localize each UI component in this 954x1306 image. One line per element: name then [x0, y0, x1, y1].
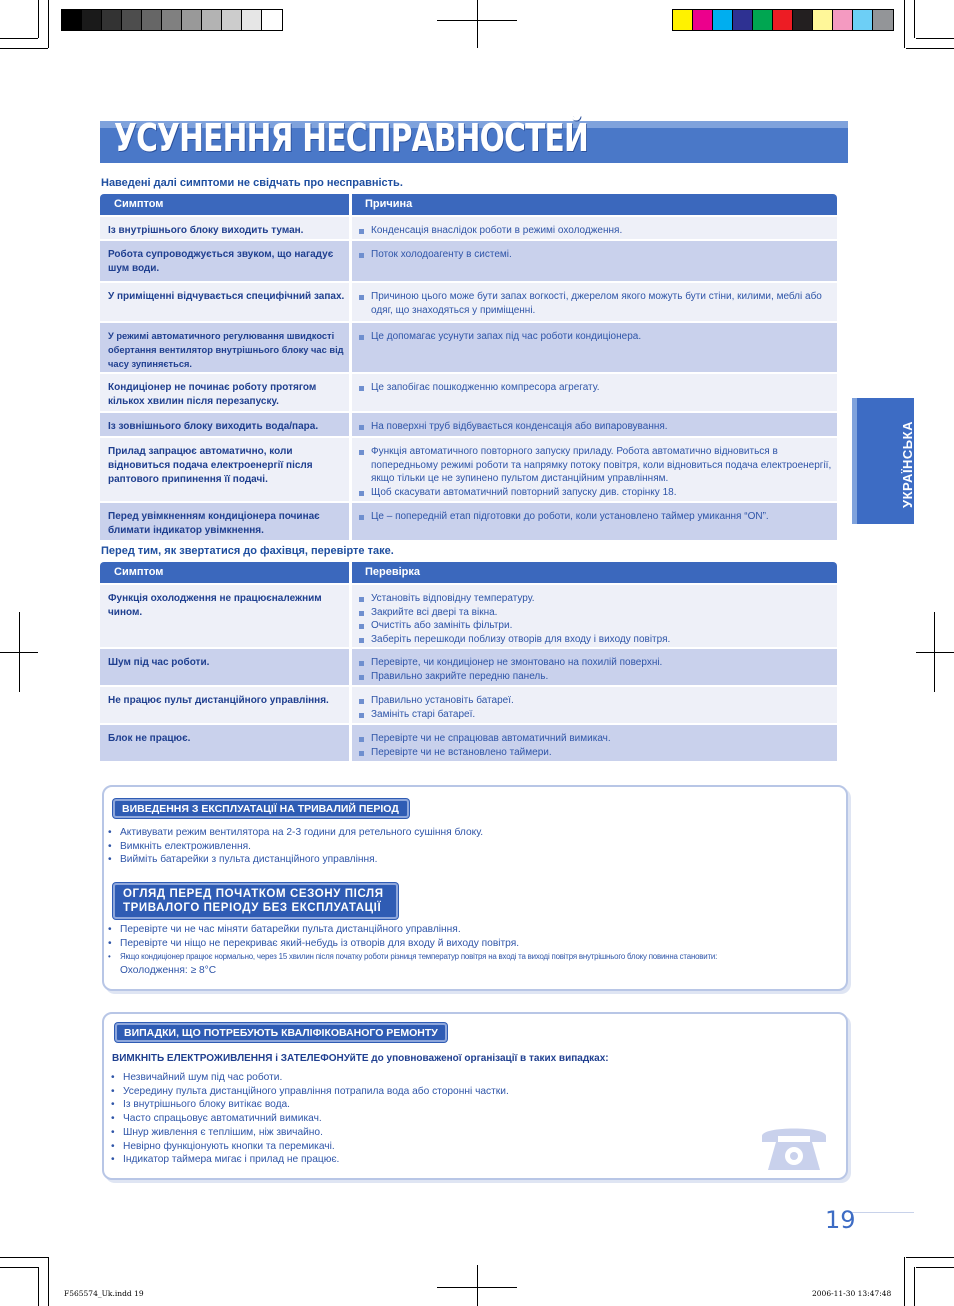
bullet-cell — [358, 732, 833, 759]
list-item: • Шнур живлення є теплішим, ніж звичайно. — [111, 1126, 509, 1140]
bullet-item: Щоб скасувати автоматичний повторний запуску див. сторінку 18. — [358, 486, 833, 500]
table-row — [100, 503, 838, 540]
symptom-cell: Кондиціонер не починає роботу протягом кількох хвилин після перезапуску. — [108, 382, 317, 407]
list-item: • Активувати режим вентилятора на 2-3 години для ретельного сушіння блоку. — [108, 826, 483, 840]
list-item: • Незвичайний шум під час роботи. — [111, 1071, 509, 1085]
color-swatch — [673, 10, 693, 30]
shutdown-steps-list — [108, 826, 483, 867]
col-header-symptom: Симптом — [114, 566, 164, 578]
symptom-cell: Із зовнішнього блоку виходить вода/пара. — [108, 421, 319, 432]
table-row — [100, 374, 838, 411]
bullet-cell — [358, 290, 833, 317]
table-row — [100, 438, 838, 501]
list-item: • Перевірте чи не час міняти батарейки пульта дистанційного управління. — [108, 923, 717, 937]
heading-long-term-shutdown: ВИВЕДЕННЯ З ЕКСПЛУАТАЦІЇ НА ТРИВАЛИЙ ПЕРІОД — [113, 799, 409, 818]
list-item: • Вийміть батарейки з пульта дистанційного управління. — [108, 853, 483, 867]
registration-swatch — [182, 10, 202, 30]
color-swatch — [833, 10, 853, 30]
registration-swatch — [222, 10, 242, 30]
table1-intro: Наведені далі симптоми не свідчать про несправність. — [101, 177, 403, 189]
page-number: 19 — [825, 1206, 856, 1234]
registration-swatch — [162, 10, 182, 30]
table-row — [100, 687, 838, 723]
symptom-cell: У режимі автоматичного регулювання швидкості обертання вентилятор внутрішнього блоку час від часу зупиняється. — [108, 331, 344, 369]
col-header-check: Перевірка — [365, 566, 421, 578]
color-swatch — [873, 10, 893, 30]
list-item: • Невірно функціонують кнопки та перемикачі. — [111, 1140, 509, 1154]
bullet-item: Перевірте чи не спрацював автоматичний вимикач. — [358, 732, 833, 746]
symptom-cell: Із внутрішнього блоку виходить туман. — [108, 225, 304, 236]
bullet-item: Правильно закрийте передню панель. — [358, 670, 833, 684]
bullet-item: Конденсація внаслідок роботи в режимі охолодження. — [358, 224, 833, 238]
bullet-item: На поверхні труб відбувається конденсація або випаровування. — [358, 420, 833, 434]
bullet-item: Установіть відповідну температуру. — [358, 592, 833, 606]
bullet-item: Перевірте чи не встановлено таймери. — [358, 746, 833, 760]
table-row — [100, 323, 838, 372]
symptom-cell: Не працює пульт дистанційного управління. — [108, 695, 329, 706]
list-item: • Усередину пульта дистанційного управління потрапила вода або сторонні частки. — [111, 1085, 509, 1099]
list-item: • Із внутрішнього блоку витікає вода. — [111, 1098, 509, 1112]
symptom-cell: Шум під час роботи. — [108, 657, 210, 668]
symptom-cause-table — [100, 194, 838, 540]
registration-swatch — [62, 10, 82, 30]
heading-preseason-check — [113, 883, 398, 919]
footer-file-info: F565574_Uk.indd 19 — [64, 1289, 144, 1298]
color-swatch — [733, 10, 753, 30]
bullet-cell — [358, 445, 833, 499]
list-item: • Індикатор таймера мигає і прилад не працює. — [111, 1153, 509, 1167]
language-side-tab — [852, 398, 914, 524]
registration-swatch — [202, 10, 222, 30]
footer-timestamp: 2006-11-30 13:47:48 — [812, 1289, 892, 1298]
table-header — [100, 194, 838, 215]
color-swatch — [813, 10, 833, 30]
bullet-item: Функція автоматичного повторного запуску приладу. Робота автоматично відновиться в попередньому режимі роботи та напрямку потоку повітря, коли відновиться подача електроенергії, якщо тільки це не зупинено пультом дистанційним управлінням. — [358, 445, 833, 486]
language-label: УКРАЇНСЬКА — [900, 421, 915, 508]
bullet-item: Замініть старі батареї. — [358, 708, 833, 722]
bullet-item: Це запобігає пошкодженню компресора агрегату. — [358, 381, 833, 395]
bullet-item: Перевірте, чи кондиціонер не змонтовано на похилій поверхні. — [358, 656, 833, 670]
table-row — [100, 725, 838, 761]
registration-swatch — [242, 10, 262, 30]
registration-swatch — [102, 10, 122, 30]
bullet-item: Це допомагає усунути запах під час роботи кондиціонера. — [358, 330, 833, 344]
bullet-cell — [358, 420, 833, 434]
symptom-cell: Робота супроводжується звуком, що нагадує шум води. — [108, 249, 334, 274]
bullet-cell — [358, 248, 833, 262]
color-swatch — [853, 10, 873, 30]
bullet-item: Це – попередній етап підготовки до роботи, коли установлено таймер умикання “ON”. — [358, 510, 833, 524]
temperature-note: • Якщо кондиціонер працює нормально, через 15 хвилин після початку роботи різниця температур повітря на вході та виході повітря внутрішнього блоку повинна становити: — [108, 950, 717, 964]
heading-preseason-line1: ОГЛЯД ПЕРЕД ПОЧАТКОМ СЕЗОНУ ПІСЛЯ — [123, 888, 384, 900]
table-row — [100, 217, 838, 239]
bullet-cell — [358, 381, 833, 395]
list-item: • Перевірте чи ніщо не перекриває який-небудь із отворів для входу й виходу повітря. — [108, 937, 717, 951]
table-row — [100, 585, 838, 647]
bullet-cell — [358, 656, 833, 683]
table-row — [100, 413, 838, 436]
bullet-item: Закрийте всі двері та вікна. — [358, 606, 833, 620]
bullet-cell — [358, 330, 833, 344]
bullet-item: Очистіть або замініть фільтри. — [358, 619, 833, 633]
symptom-cell: У приміщенні відчувається специфічний запах. — [108, 291, 345, 302]
bullet-item: Заберіть перешкоди поблизу отворів для входу і виходу повітря. — [358, 633, 833, 647]
registration-swatch — [142, 10, 162, 30]
registration-swatch — [122, 10, 142, 30]
preseason-check-list — [108, 923, 717, 978]
bullet-cell — [358, 510, 833, 524]
symptom-cell: Функція охолодження не працюєналежним чином. — [108, 593, 322, 618]
registration-swatch — [262, 10, 282, 30]
table-row — [100, 649, 838, 685]
col-header-symptom: Симптом — [114, 198, 164, 210]
bullet-cell — [358, 224, 833, 238]
color-swatch — [713, 10, 733, 30]
bullet-item: Причиною цього може бути запах вогкості, джерелом якого можуть бути стіни, килими, меблі або одяг, що знаходяться у приміщенні. — [358, 290, 833, 317]
page-title: УСУНЕННЯ НЕСПРАВНОСТЕЙ — [114, 116, 589, 160]
symptom-cell: Блок не працює. — [108, 733, 191, 744]
heading-qualified-repair: ВИПАДКИ, ЩО ПОТРЕБУЮТЬ КВАЛІФІКОВАНОГО РЕМОНТУ — [115, 1023, 447, 1042]
repair-cases-list — [111, 1071, 509, 1167]
list-item: • Часто спрацьовує автоматичний вимикач. — [111, 1112, 509, 1126]
table-header — [100, 562, 838, 583]
list-item: • Вимкніть електроживлення. — [108, 840, 483, 854]
table-row — [100, 241, 838, 281]
bullet-cell — [358, 694, 833, 721]
telephone-icon — [758, 1122, 830, 1174]
color-swatch — [793, 10, 813, 30]
color-swatch — [693, 10, 713, 30]
repair-lead-text: ВИМКНІТЬ ЕЛЕКТРОЖИВЛЕННЯ і ЗАТЕЛЕФОНУйТЕ до уповноваженої організації в таких випадках: — [112, 1053, 609, 1064]
color-swatch — [753, 10, 773, 30]
symptom-check-table — [100, 562, 838, 761]
symptom-cell: Перед увімкненням кондиціонера починає блимати індикатор увімкнення. — [108, 511, 320, 536]
symptom-cell: Прилад запрацює автоматично, коли відновиться подача електроенергії після раптового припинення її подачі. — [108, 446, 313, 485]
table2-intro: Перед тим, як звертатися до фахівця, перевірте таке. — [101, 545, 394, 557]
cooling-temperature-note: Охолодження: ≥ 8°C — [120, 965, 217, 977]
color-swatch — [773, 10, 793, 30]
col-header-cause: Причина — [365, 198, 413, 210]
table-row — [100, 283, 838, 321]
bullet-item: Правильно установіть батареї. — [358, 694, 833, 708]
heading-preseason-line2: ТРИВАЛОГО ПЕРІОДУ БЕЗ ЕКСПЛУАТАЦІЇ — [123, 902, 382, 914]
registration-swatch — [82, 10, 102, 30]
bullet-item: Поток холодоагенту в системі. — [358, 248, 833, 262]
bullet-cell — [358, 592, 833, 646]
